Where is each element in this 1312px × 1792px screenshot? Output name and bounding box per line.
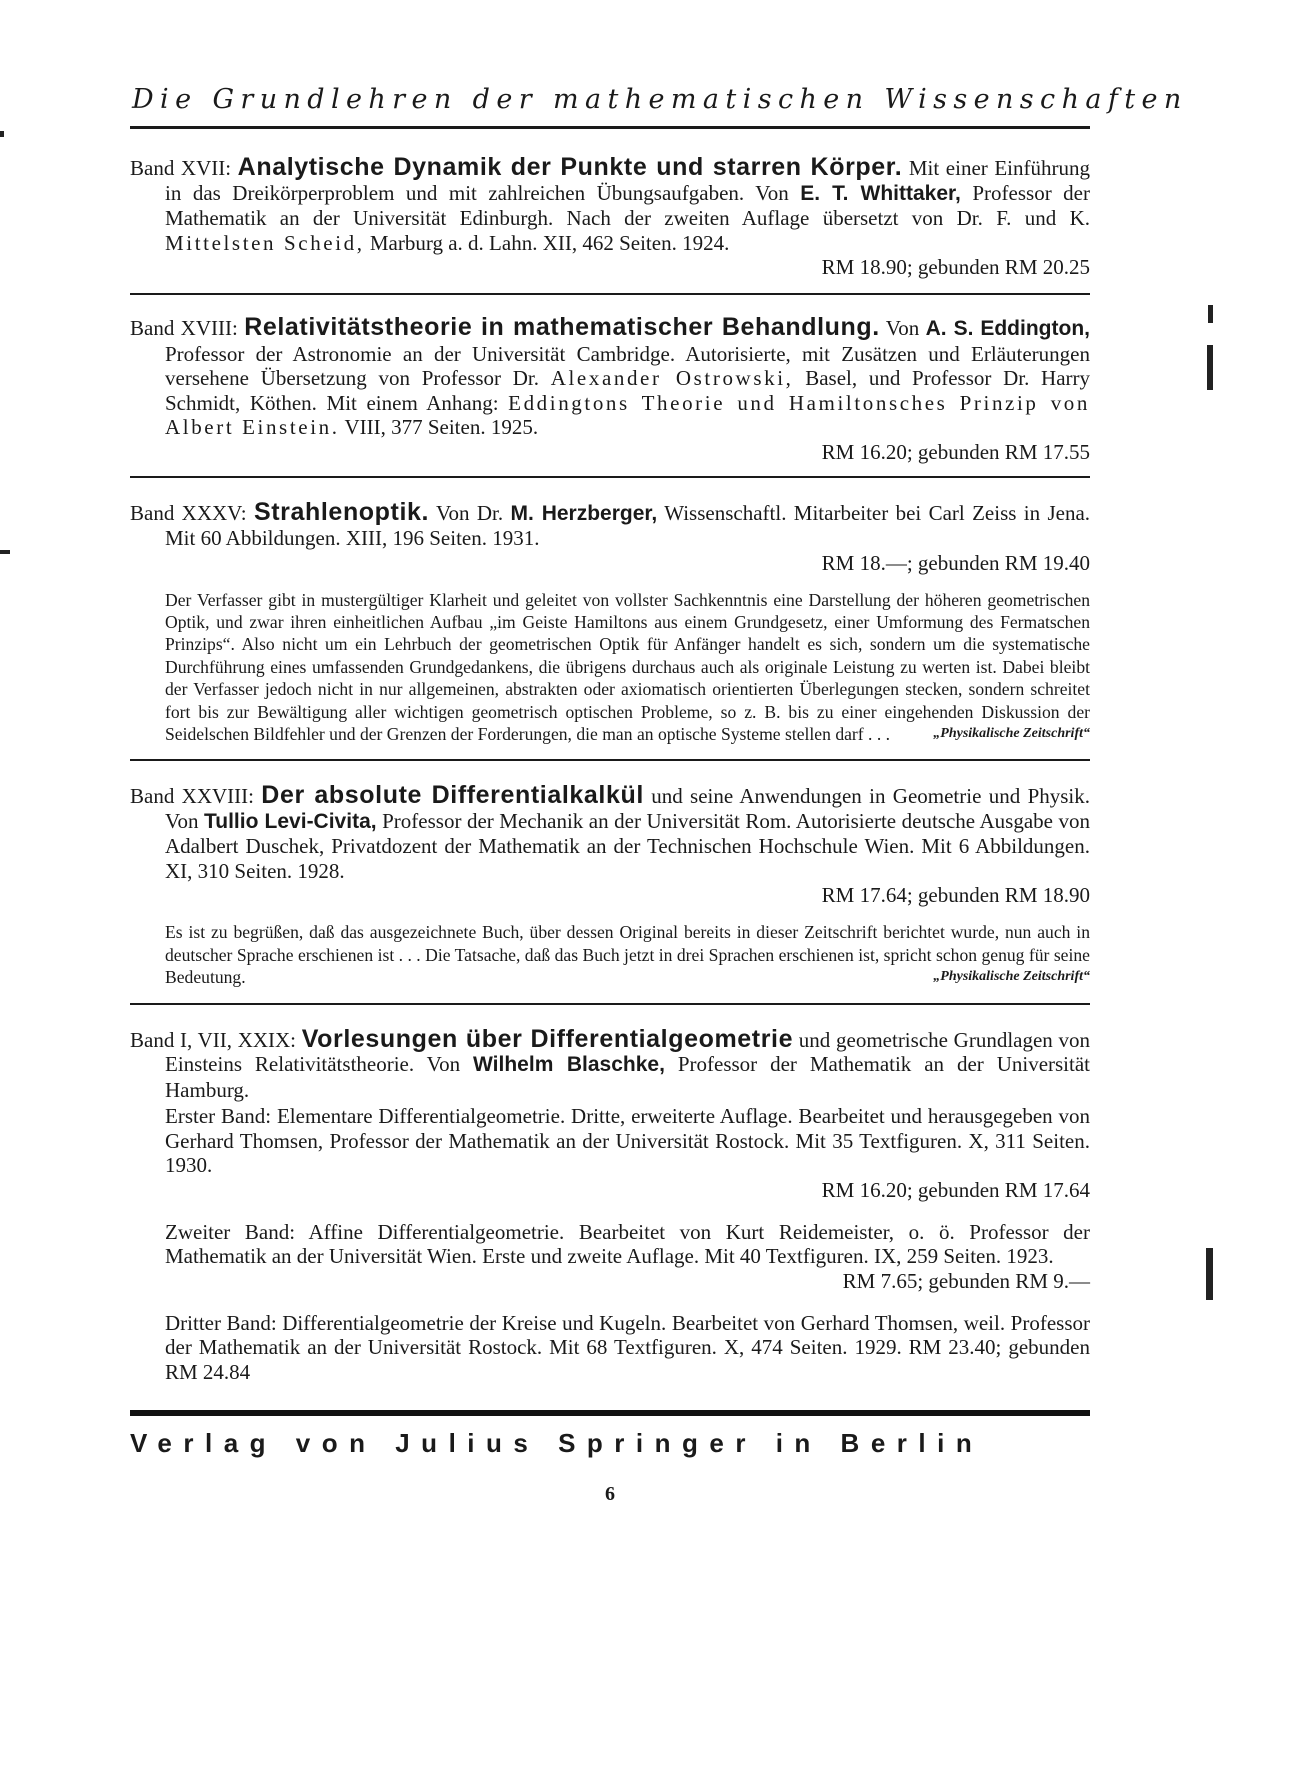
- entry-band-xxxv: [130, 497, 1091, 746]
- author-name: Tullio Levi-Civita,: [204, 809, 377, 833]
- entry-text-part: Professor der Mathematik an der Universität Hamburg.: [165, 1052, 1091, 1102]
- price: RM 18.—; gebunden RM 19.40: [821, 550, 1090, 575]
- entry-band-xxviii: [130, 783, 1090, 988]
- price: RM 16.20; gebunden RM 17.64: [821, 1177, 1090, 1202]
- series-header: Die Grundlehren der mathematischen Wissenschaften: [132, 84, 1188, 115]
- header-rule: [130, 126, 1090, 129]
- price: RM 16.20; gebunden RM 17.55: [821, 439, 1090, 464]
- entry-text: [130, 497, 1091, 551]
- book-title: Der absolute Differentialkalkül: [261, 781, 644, 810]
- author-name: A. S. Eddington,: [925, 317, 1090, 340]
- entry-text-part: Basel, und Professor Dr. Harry Schmidt, Köthen. Mit einem Anhang:: [165, 366, 1091, 415]
- volume-two: Zweiter Band: Affine Differentialgeometrie. Bearbeitet von Kurt Reidemeister, o. ö. Professor der Mathematik an der Universität Wien. Erste und zweite Auflage. Mit 40 Textfiguren. IX, 259 Seiten. 1923.: [165, 1219, 1090, 1269]
- footer-rule: [130, 1410, 1090, 1416]
- band-number: Band XVII:: [130, 156, 232, 180]
- scan-mark: [1208, 305, 1213, 323]
- band-number: Band I, VII, XXIX:: [130, 1027, 297, 1052]
- book-title: Strahlenoptik.: [253, 497, 430, 526]
- band-number: Band XXXV:: [130, 500, 247, 525]
- entry-text-part: Wissenschaftl. Mitarbeiter bei Carl Zeiss in Jena. Mit 60 Abbildungen. XIII, 196 Seiten. 1931.: [165, 500, 1091, 550]
- review-text: Es ist zu begrüßen, daß das ausgezeichnete Buch, über dessen Original bereits in dieser Zeitschrift berichtet wurde, nun auch in deutscher Sprache erschienen ist . . . Die Tatsache, daß das Buch jetzt in drei Sprachen erschienen ist, spricht schon genug für seine Bedeutung.: [165, 922, 1090, 988]
- volume-three: Dritter Band: Differentialgeometrie der Kreise und Kugeln. Bearbeitet von Gerhard Thomsen, weil. Professor der Mathematik an der Universität Rostock. Mit 68 Textfiguren. X, 474 Seiten. 1929. RM 23.40; gebunden RM 24.84: [165, 1310, 1090, 1384]
- author-name: Wilhelm Blaschke,: [473, 1053, 665, 1077]
- price: RM 7.65; gebunden RM 9.—: [842, 1268, 1090, 1293]
- entry-text-part: Professor der Astronomie an der Universität Cambridge. Autorisierte, mit Zusätzen und Erläuterungen versehene Übersetzung von Professor Dr.: [165, 341, 1090, 390]
- review-source: „Physikalische Zeitschrift“: [933, 969, 1090, 985]
- price: RM 18.90; gebunden RM 20.25: [821, 255, 1090, 279]
- volume-one: Erster Band: Elementare Differentialgeometrie. Dritte, erweiterte Auflage. Bearbeitet und herausgegeben von Gerhard Thomsen, Professor der Mathematik an der Universität Rostock. Mit 35 Textfiguren. X, 311 Seiten. 1930.: [165, 1104, 1090, 1178]
- spaced-name: Alexander Ostrowski,: [550, 366, 794, 390]
- price: RM 17.64; gebunden RM 18.90: [821, 883, 1090, 908]
- entry-text: [130, 1024, 1091, 1103]
- review-quote: [165, 921, 1090, 988]
- entry-text: [130, 783, 1090, 883]
- catalog-page: [130, 80, 1188, 1506]
- entry-rule: [130, 1003, 1090, 1005]
- band-number: Band XXVIII:: [130, 784, 254, 809]
- publisher-footer: Verlag von Julius Springer in Berlin: [130, 1428, 984, 1459]
- entry-rule: [130, 759, 1090, 761]
- page-number: 6: [605, 1483, 615, 1506]
- book-title: Relativitätstheorie in mathematischer Behandlung.: [244, 313, 880, 341]
- scan-mark: [0, 550, 10, 554]
- band-number: Band XVIII:: [130, 316, 238, 340]
- author-name: M. Herzberger,: [510, 501, 658, 525]
- entry-text-part: Mit einer Einführung in das Dreikörperproblem und mit zahlreichen Übungsaufgaben. Von: [165, 156, 1091, 205]
- entry-text-part: und geometrische Grundlagen von Einsteins Relativitätstheorie. Von: [165, 1027, 1090, 1077]
- entry-text: [130, 315, 1090, 440]
- entry-text: [130, 155, 1090, 255]
- review-quote: [165, 589, 1090, 746]
- entry-text-part: Professor der Mathematik an der Universität Edinburgh. Nach der zweiten Auflage übersetzt von Dr. F. und K.: [165, 180, 1091, 230]
- entry-rule: [130, 476, 1090, 478]
- entry-band-xviii: [130, 315, 1090, 464]
- entry-band-xvii: [130, 155, 1090, 279]
- entry-rule: [130, 293, 1090, 295]
- scan-mark: [0, 131, 4, 137]
- book-title: Vorlesungen über Differentialgeometrie: [301, 1024, 794, 1053]
- spaced-title: Eddingtons Theorie und Hamiltonsches Prinzip von Albert Einstein.: [165, 390, 1090, 439]
- spaced-name: Mittelsten Scheid,: [165, 230, 365, 255]
- entry-band-i-vii-xxix: [130, 1024, 1091, 1385]
- review-text: Der Verfasser gibt in mustergültiger Klarheit und geleitet von vollster Sachkenntnis eine Darstellung der höheren geometrischen Optik, und zwar ihren einheitlichen Aufbau „im Geiste Hamiltons aus einem Grundgesetz, einer Umformung des Fermatschen Prinzips“. Also nicht um ein Lehrbuch der geometrischen Optik für Anfänger handelt es sich, sondern um die systematische Durchführung eines umfassenden Grundgedankens, die übrigens durchaus auch als originale Leistung zu werten ist. Dabei bleibt der Verfasser jedoch nicht in nur allgemeinen, abstrakten oder axiomatisch orientierten Überlegungen stecken, sondern schreitet fort bis zur Bewältigung aller wichtigen geometrisch optischen Probleme, so z. B. bis zu einer eingehenden Diskussion der Seidelschen Bildfehler und der Grenzen der Forderungen, die man an optische Systeme stellen darf . . .: [165, 589, 1090, 744]
- author-name: E. T. Whittaker,: [800, 181, 961, 205]
- scan-mark: [1207, 345, 1213, 390]
- scan-mark: [1206, 1248, 1213, 1300]
- entry-text-part: und seine Anwendungen in Geometrie und Physik. Von: [165, 784, 1090, 833]
- entry-text-part: Von Dr.: [429, 500, 511, 525]
- entry-text-part: Von: [879, 316, 926, 340]
- review-source: „Physikalische Zeitschrift“: [933, 725, 1090, 741]
- entry-text-part: Marburg a. d. Lahn. XII, 462 Seiten. 1924.: [364, 230, 730, 255]
- book-title: Analytische Dynamik der Punkte und starren Körper.: [237, 153, 903, 181]
- entry-text-part: Professor der Mechanik an der Universität Rom. Autorisierte deutsche Ausgabe von Adalbert Duschek, Privatdozent der Mathematik an der Technischen Hochschule Wien. Mit 6 Abbildungen. XI, 310 Seiten. 1928.: [165, 808, 1090, 883]
- entry-text-part: VIII, 377 Seiten. 1925.: [339, 415, 539, 439]
